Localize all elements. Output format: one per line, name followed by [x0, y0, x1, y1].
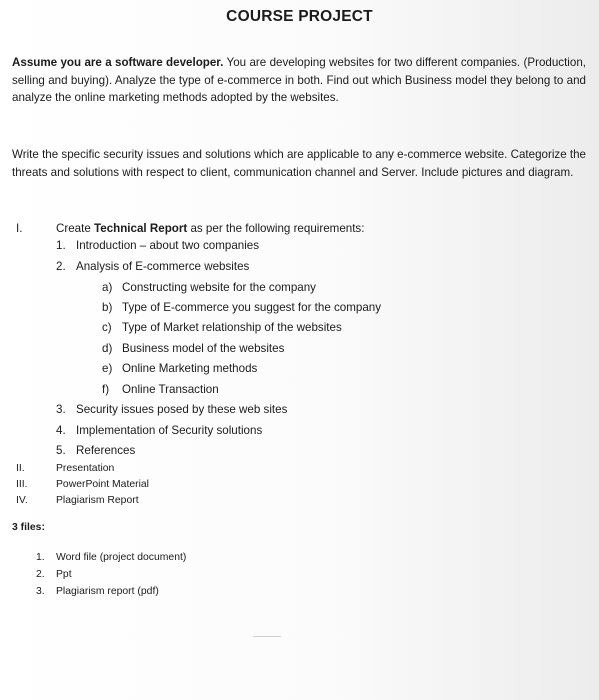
sub-list-item-text: Type of E-commerce you suggest for the company	[122, 301, 382, 314]
sub-list-item-text: Online Marketing methods	[122, 362, 258, 375]
list-item-text: Introduction – about two companies	[76, 239, 260, 252]
sub-list-item-marker: a)	[102, 281, 113, 294]
sub-list-item-text: Type of Market relationship of the websites	[122, 321, 342, 334]
intro-bold-lead: Assume you are a software developer.	[12, 56, 224, 69]
files-heading: 3 files:	[12, 522, 45, 533]
list-item-marker: 3.	[56, 403, 66, 416]
sub-list-item-marker: b)	[102, 301, 113, 314]
file-item-marker: 2.	[36, 569, 45, 580]
roman-item-text: Presentation	[56, 463, 115, 474]
file-item-text: Ppt	[56, 569, 72, 580]
sub-list-item	[102, 341, 284, 357]
section-1-text-after: as per the following requirements:	[187, 222, 365, 235]
list-item-marker: 1.	[56, 239, 66, 252]
file-item	[36, 584, 159, 600]
sub-list-item	[102, 300, 381, 316]
page-divider	[253, 636, 281, 637]
list-item-marker: 4.	[56, 424, 66, 437]
sub-list-item-marker: c)	[102, 321, 112, 334]
file-item-text: Plagiarism report (pdf)	[56, 586, 159, 597]
sub-list-item-text: Business model of the websites	[122, 342, 285, 355]
intro-paragraph	[12, 54, 586, 107]
sub-list-item	[102, 361, 257, 377]
sub-list-item-marker: f)	[102, 383, 110, 396]
sub-list-item-text: Online Transaction	[122, 383, 219, 396]
list-item	[56, 259, 249, 275]
section-1-heading	[56, 221, 364, 237]
roman-item-marker: IV.	[16, 495, 28, 506]
sub-list-item-text: Constructing website for the company	[122, 281, 316, 294]
roman-item-text: Plagiarism Report	[56, 495, 139, 506]
file-item	[36, 550, 186, 566]
sub-list-item	[102, 280, 316, 296]
sub-list-item	[102, 320, 342, 336]
list-item-marker: 5.	[56, 444, 66, 457]
file-item-text: Word file (project document)	[56, 552, 187, 563]
roman-item-text: PowerPoint Material	[56, 479, 149, 490]
section-1-text-before: Create	[56, 222, 95, 235]
sub-list-item-marker: e)	[102, 362, 113, 375]
list-item	[56, 402, 287, 418]
sub-list-item	[102, 382, 219, 398]
list-item-marker: 2.	[56, 260, 66, 273]
roman-item-marker: II.	[16, 463, 25, 474]
section-1-bold: Technical Report	[94, 222, 188, 235]
sub-list-item-marker: d)	[102, 342, 113, 355]
section-1-marker: I.	[16, 222, 23, 235]
list-item-text: Implementation of Security solutions	[76, 424, 263, 437]
list-item-text: Security issues posed by these web sites	[76, 403, 288, 416]
roman-item-marker: III.	[16, 479, 28, 490]
file-item	[36, 567, 72, 583]
list-item-text: Analysis of E-commerce websites	[76, 260, 250, 273]
list-item	[56, 238, 259, 254]
intro-text: You are developing websites for two different companies. (Production, selling and buying). Analyze the type of e-commerce in both. Find out which Business model they belong to and analyze the online marketing methods adopted by the websites.	[12, 56, 586, 104]
file-item-marker: 3.	[36, 586, 45, 597]
security-paragraph: Write the specific security issues and solutions which are applicable to any e-commerce website. Categorize the threats and solutions with respect to client, communication channel and Server. Include pictures and diagram.	[12, 148, 586, 179]
page-title: COURSE PROJECT	[226, 8, 373, 25]
list-item	[56, 423, 262, 439]
list-item	[56, 443, 135, 459]
file-item-marker: 1.	[36, 552, 45, 563]
list-item-text: References	[76, 444, 136, 457]
